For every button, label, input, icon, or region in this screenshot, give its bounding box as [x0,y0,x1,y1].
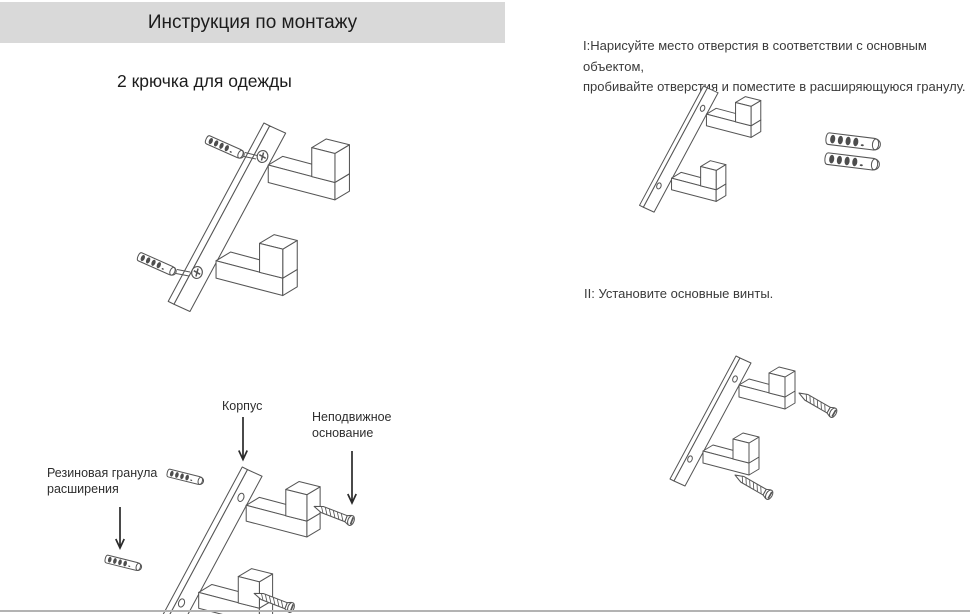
hook-plate-drawing [640,86,761,212]
screw-drawing [732,471,774,501]
wall-plug-drawing [136,252,177,277]
header-bar [0,2,505,43]
label-expansion-plug: Резиновая гранула расширения [47,466,158,496]
diagram-assembled-view [112,95,402,320]
page-bottom-edge [0,610,970,612]
down-arrow-body [239,417,247,460]
screw-drawing [796,389,838,419]
down-arrow-expansion-plug [116,507,124,548]
label-fixed-base: Неподвижное основание [312,410,392,440]
diagram-step-2 [630,340,920,570]
diagram-step-1 [625,85,915,220]
hook-plate-drawing [670,356,795,486]
wall-plug-drawing [825,133,881,151]
hook-plate-drawing [168,123,349,312]
page-title: Инструкция по монтажу [147,12,358,33]
wall-plug-drawing [104,555,142,572]
wall-plug-drawing [204,135,245,160]
wall-plug-drawing [824,153,880,171]
down-arrow-fixed-base [348,451,356,503]
step-1-line-1: I:Нарисуйте место отверстия в соответствии с основным объектом, [583,38,927,74]
label-body: Корпус [222,399,263,413]
step-1-line-2: пробивайте отверстия и поместите в расширяющуюся гранулу. [583,79,966,94]
step-2-text: II: Установите основные винты. [584,286,774,301]
product-subtitle: 2 крючка для одежды [117,71,292,91]
